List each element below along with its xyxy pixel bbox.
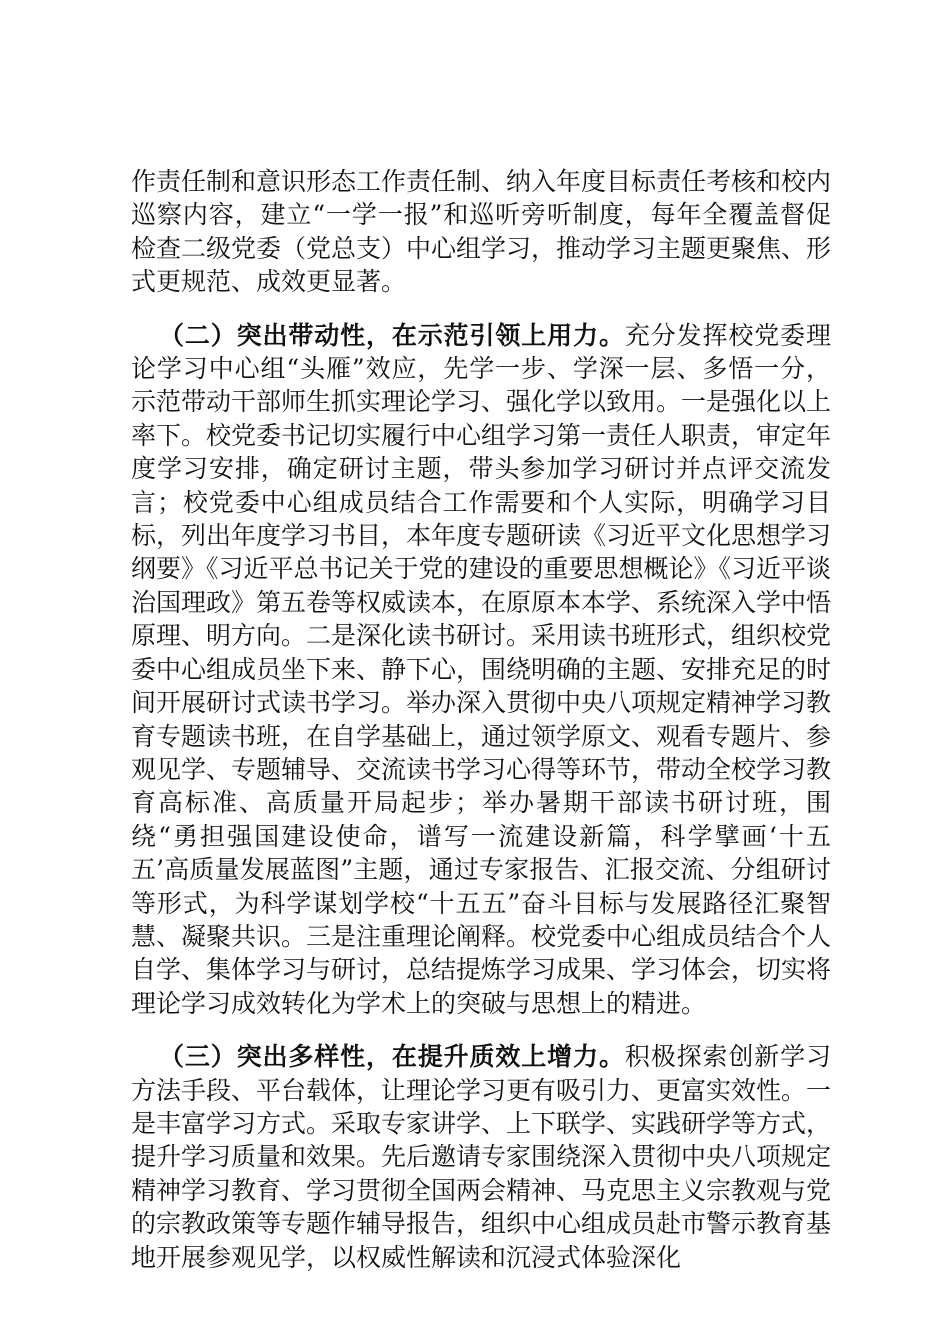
section-heading: （二）突出带动性，在示范引领上用力。 xyxy=(159,320,625,350)
paragraph-text: 积极探索创新学习方法手段、平台载体，让理论学习更有吸引力、更富实效性。一是丰富学习方式。采取专家讲学、上下联学、实践研学等方式，提升学习质量和效果。先后邀请专家围绕深入贯彻中央八项规定精神学习教育、学习贯彻全国两会精神、马克思主义宗教观与党的宗教政策等专题作辅导报告，组织中心组成员赴市警示教育基地开展参观见学，以权威性解读和沉浸式体验深化 xyxy=(131,1042,832,1272)
section-heading: （三）突出多样性，在提升质效上增力。 xyxy=(159,1042,625,1072)
paragraph-section-2 xyxy=(131,319,831,1021)
paragraph-continuation xyxy=(131,165,831,299)
paragraph-section-3 xyxy=(131,1040,831,1274)
paragraph-text: 作责任制和意识形态工作责任制、纳入年度目标责任考核和校内巡察内容，建立“一学一报”和巡听旁听制度，每年全覆盖督促检查二级党委（党总支）中心组学习，推动学习主题更聚焦、形式更规范、成效更显著。 xyxy=(131,167,832,297)
paragraph-text: 充分发挥校党委理论学习中心组“头雁”效应，先学一步、学深一层、多悟一分，示范带动干部师生抓实理论学习、强化学以致用。一是强化以上率下。校党委书记切实履行中心组学习第一责任人职责，审定年度学习安排，确定研讨主题，带头参加学习研讨并点评交流发言；校党委中心组成员结合工作需要和个人实际，明确学习目标，列出年度学习书目，本年度专题研读《习近平文化思想学习纲要》《习近平总书记关于党的建设的重要思想概论》《习近平谈治国理政》第五卷等权威读本，在原原本本学、系统深入学中悟原理、明方向。二是深化读书研讨。采用读书班形式，组织校党委中心组成员坐下来、静下心，围绕明确的主题、安排充足的时间开展研讨式读书学习。举办深入贯彻中央八项规定精神学习教育专题读书班，在自学基础上，通过领学原文、观看专题片、参观见学、专题辅导、交流读书学习心得等环节，带动全校学习教育高标准、高质量开局起步；举办暑期干部读书研讨班，围绕“勇担强国建设使命，谱写一流建设新篇，科学擘画‘十五五’高质量发展蓝图”主题，通过专家报告、汇报交流、分组研讨等形式，为科学谋划学校“十五五”奋斗目标与发展路径汇聚智慧、凝聚共识。三是注重理论阐释。校党委中心组成员结合个人自学、集体学习与研讨，总结提炼学习成果、学习体会，切实将理论学习成效转化为学术上的突破与思想上的精进。 xyxy=(131,320,832,1018)
document-body xyxy=(131,165,831,1274)
